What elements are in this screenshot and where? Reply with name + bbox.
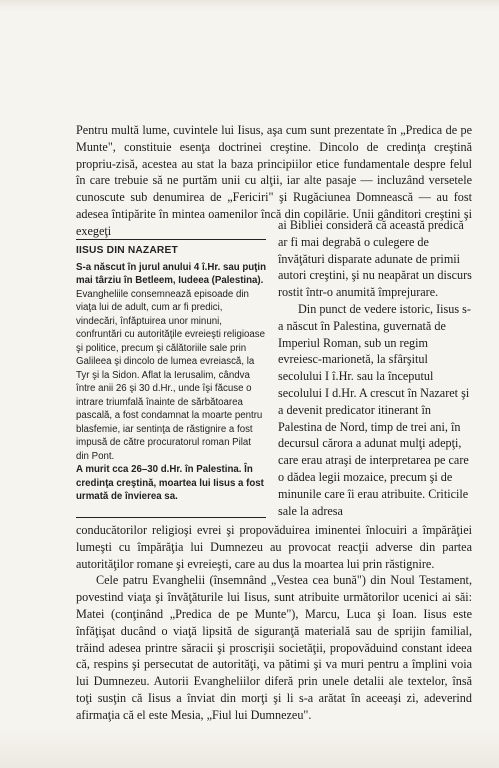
intro-paragraph: Pentru multă lume, cuvintele lui Iisus, aşa cum sunt prezentate în „Predica de pe Munte", constituie esenţa doctrinei creştine. Dincolo de credinţa creştină propriu-zisă, acestea au stat la baza principiilor etice fundamentale despre felul în care trebuie să ne purtăm unii cu alţii, iar alte pasaje — incluzând versetele cunoscute sub denumirea de „Fericiri" şi Rugăciunea Domnească — au fost adesea întipărite în mintea oamenilor încă din copilărie. Unii gânditori creştini şi exegeţi [76,123,472,238]
right-column-continuation: ai Bibliei consideră că această predică ar fi mai degrabă o culegere de învăţături disparate adunate de primii autori creştini, şi nu neapărat un discurs rostit într-o anumită împrejurare. [278,218,472,300]
page-bottom-shadow [0,728,499,768]
gospels-paragraph: Cele patru Evanghelii (însemnând „Vestea cea bună") din Noul Testament, povestind viaţa şi învăţăturile lui Iisus, sunt atribuite următorilor ucenici ai săi: Matei (conţinând „Predica de pe Munte"), Marcu, Luca şi Ioan. Iisus este înfăţişat ducând o viaţă lipsită de siguranţă materială sau de sprijin familial, trăind adesea printre săracii şi proscrişii societăţii, propovăduind constant ideea că, respins şi persecutat de autorităţi, va pătimi şi va muri pentru a împlini voia lui Dumnezeu. Autorii Evangheliilor diferă prin unele detalii ale textelor, însă toţi susţin că Iisus a înviat din morţi şi li s-a arătat în aceeaşi zi, adeverind afirmaţia că el este Mesia, „Fiul lui Dumnezeu". [76,573,472,722]
sidebar-born: S-a născut în jurul anului 4 î.Hr. sau puţin mai târziu în Betleem, Iudeea (Palestina). [76,261,267,286]
page-top-edge [0,0,499,10]
sidebar-body: Evangheliile consemnează episoade din viaţa lui de adult, cum ar fi predici, vindecări, înfăptuirea unor minuni, confruntări cu autorităţile evreieşti religioase şi politice, precum şi călătoriile sale prin Galileea şi dincolo de lumea evreiască, la Tyr şi la Sidon. Aflat la Ierusalim, cândva între anii 26 şi 30 d.Hr., unde îşi făcuse o intrare triumfală înainte de sărbătoarea pascală, a fost condamnat la moarte pentru blasfemie, iar sentinţa de răstignire a fost impusă de către procuratorul roman Pilat din Pont. [76,288,266,462]
two-column-section [76,217,472,522]
sidebar-bottom-rule [76,517,266,518]
right-column [278,217,472,519]
outro-section [76,522,472,724]
history-paragraph-end: conducătorilor religioşi evrei şi propovăduirea iminentei înlocuiri a împărăţiei lumeşti cu împărăţia lui Dumnezeu au provocat reacţii adverse din partea autorităţilor romane şi evreieşti, care au dus la moartea lui prin răstignire. [76,523,472,571]
sidebar-top-rule [76,239,266,240]
sidebar-died: A murit cca 26–30 d.Hr. în Palestina. În credinţa creştină, moartea lui Iisus a fost urmată de învierea sa. [76,464,264,502]
history-paragraph: Din punct de vedere istoric, Iisus s-a născut în Palestina, guvernată de Imperiul Roman, sub un regim evreiesc-marionetă, la sfârşitul secolului I î.Hr. sau la începutul secolului I d.Hr. A crescut în Nazaret şi a devenit predicator itinerant în Palestina de Nord, timp de trei ani, în decursul cărora a adunat mulţi adepţi, care erau atraşi de interpretarea pe care o dădea legii mozaice, precum şi de minunile care îi erau atribuite. Criticile sale la adresa [278,301,471,518]
sidebar-title: IISUS DIN NAZARET [76,245,178,256]
sidebar-box [76,244,266,504]
